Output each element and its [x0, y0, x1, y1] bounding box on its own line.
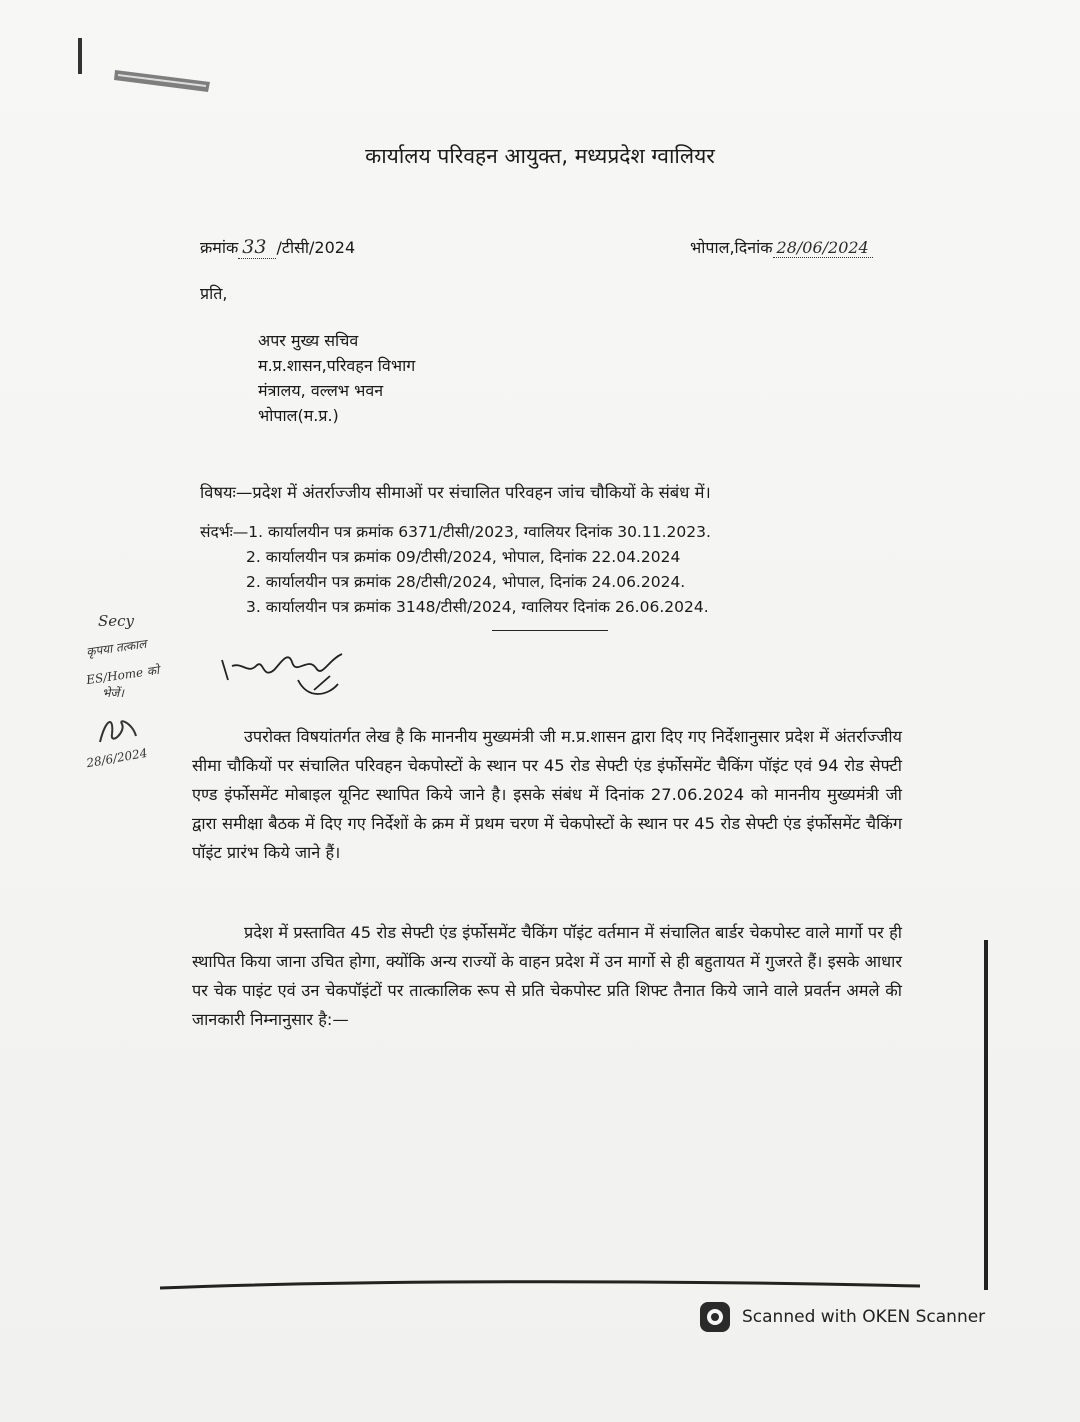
reference-item: 2. कार्यालयीन पत्र क्रमांक 09/टीसी/2024, भोपाल, दिनांक 22.04.2024	[246, 548, 681, 566]
scan-edge-line	[984, 940, 988, 1290]
addressee-line: म.प्र.शासन,परिवहन विभाग	[258, 356, 416, 375]
subject-line: विषयः—प्रदेश में अंतर्राज्जीय सीमाओं पर संचालित परिवहन जांच चौकियों के संबंध में।	[200, 483, 711, 502]
date-line	[690, 236, 873, 258]
reference-suffix: /टीसी/2024	[276, 238, 356, 257]
handwritten-date: 28/06/2024	[773, 238, 873, 258]
scan-bottom-edge	[160, 1278, 920, 1292]
reference-item: 3. कार्यालयीन पत्र क्रमांक 3148/टीसी/2024, ग्वालियर दिनांक 26.06.2024.	[246, 598, 709, 616]
top-stamp-mark	[70, 30, 220, 100]
reference-prefix: क्रमांक	[200, 238, 239, 257]
margin-note-date: 28/6/2024	[85, 745, 149, 771]
body-paragraph-2: प्रदेश में प्रस्तावित 45 रोड सेफ्टी एंड इंर्फोसमेंट चैकिंग पॉइंट वर्तमान में संचालित बार्डर चेकपोस्ट वाले मार्गो पर ही स्थापित किया जाना उचित होगा, क्योंकि अन्य राज्यों के वाहन प्रदेश में उन मार्गो से ही बहुतायत में गुजरते हैं। इसके आधार पर चेक पाइंट एवं उन चेकपॉइंटों पर तात्कालिक रूप से प्रति चेकपोस्ट प्रति शिफ्ट तैनात किये जाने वाले प्रवर्तन अमले की जानकारी निम्नानुसार है:—	[192, 923, 902, 1030]
scanner-watermark	[700, 1300, 985, 1334]
references-label: संदर्भः—	[200, 523, 249, 541]
margin-note-line: Secy	[98, 612, 135, 630]
date-prefix: भोपाल,दिनांक	[690, 238, 773, 257]
addressee-line: मंत्रालय, वल्लभ भवन	[258, 381, 384, 400]
references-block	[200, 520, 711, 620]
reference-number: 33	[238, 236, 276, 259]
divider-rule	[492, 630, 608, 631]
scanner-watermark-text: Scanned with OKEN Scanner	[742, 1307, 986, 1327]
oken-scanner-logo-icon	[700, 1302, 730, 1332]
reference-item: 2. कार्यालयीन पत्र क्रमांक 28/टीसी/2024, भोपाल, दिनांक 24.06.2024.	[246, 573, 686, 591]
addressee-line: भोपाल(म.प्र.)	[258, 406, 339, 425]
reference-number-line	[200, 236, 355, 258]
body-paragraph-1: उपरोक्त विषयांतर्गत लेख है कि माननीय मुख्यमंत्री जी म.प्र.शासन द्वारा दिए गए निर्देशानुसार प्रदेश में अंतर्राज्जीय सीमा चौकियों पर संचालित परिवहन चेकपोस्टों के स्थान पर 45 रोड सेफ्टी एंड इंर्फोसमेंट चैकिंग पॉइंट एवं 94 रोड सेफ्टी एण्ड इंर्फोसमेंट मोबाइल यूनिट स्थापित किये जाने है। इसके संबंध में दिनांक 27.06.2024 को माननीय मुख्यमंत्री जी द्वारा समीक्षा बैठक में दिए गए निर्देशों के क्रम में प्रथम चरण में चेकपोस्टों के स्थान पर 45 रोड सेफ्टी एंड इंर्फोसमेंट चैकिंग पॉइंट प्रारंभ किये जाने हैं।	[192, 727, 902, 863]
margin-note-line: कृपया तत्काल	[85, 636, 148, 660]
margin-note-line: भेजें।	[102, 686, 124, 700]
office-title: कार्यालय परिवहन आयुक्त, मध्यप्रदेश ग्वालियर	[365, 144, 715, 168]
reference-item: 1. कार्यालयीन पत्र क्रमांक 6371/टीसी/2023, ग्वालियर दिनांक 30.11.2023.	[248, 523, 711, 541]
addressee-block	[258, 328, 415, 428]
addressee-line: अपर मुख्य सचिव	[258, 331, 359, 350]
handwritten-signature	[218, 640, 358, 710]
handwritten-margin-note	[85, 612, 160, 771]
margin-note-line: ES/Home को	[85, 662, 160, 688]
salutation: प्रति,	[200, 284, 228, 303]
